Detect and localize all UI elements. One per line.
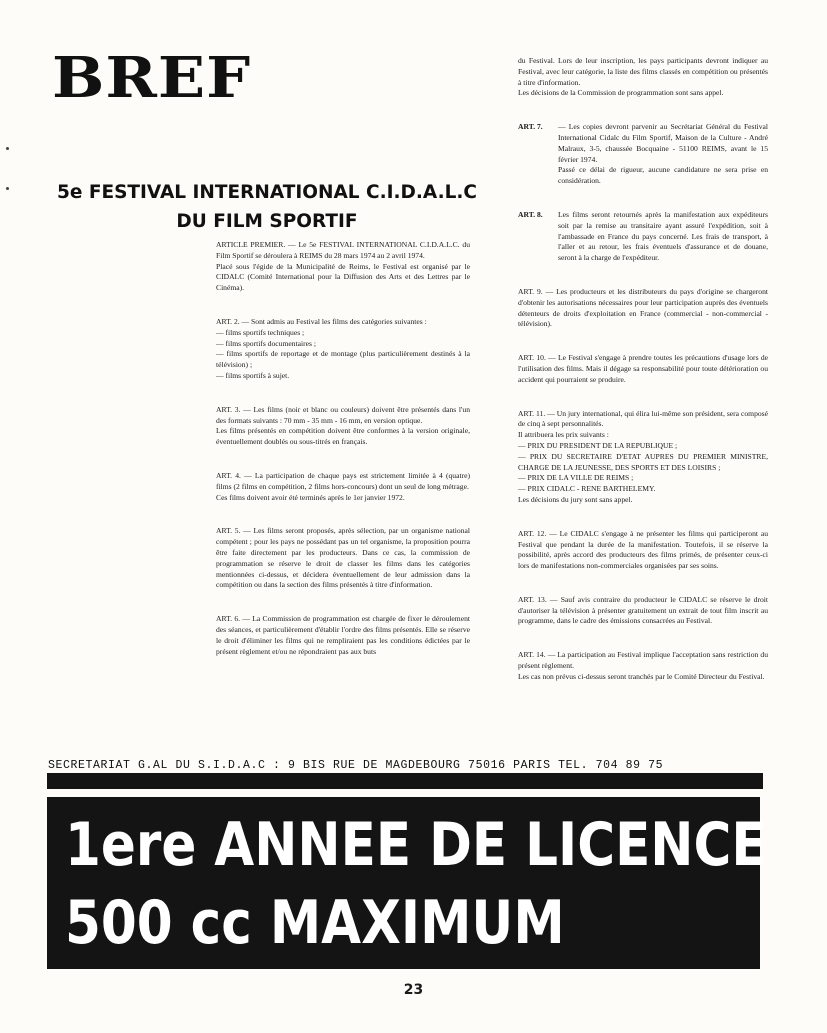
article-11	[518, 409, 768, 506]
paragraph: ART. 14. — La participation au Festival implique l'acceptation sans restriction du présent règlement.	[518, 650, 768, 671]
right-column	[518, 56, 768, 706]
licence-banner	[47, 797, 767, 969]
paragraph: ART. 6. — La Commission de programmation est chargée de fixer le déroulement des séances, et particulièrement d'établir l'ordre des films présentés. Elle se réserve le droit d'éliminer les films qui ne rempliraient pas les conditions édictées par le présent règlement et/ou ne répondraient pas aux buts	[216, 614, 470, 656]
paragraph: ART. 3. — Les films (noir et blanc ou couleurs) doivent être présentés dans l'un des formats suivants : 70 mm - 35 mm - 16 mm, en version optique.	[216, 404, 470, 425]
article-7	[518, 122, 768, 187]
list-item: — films sportifs de reportage et de montage (plus particulièrement destinés à la télévision) ;	[216, 349, 470, 370]
paragraph: ART. 9. — Les producteurs et les distributeurs du pays d'origine se chargeront d'obtenir les autorisations nécessaires pour leur participation auprès des éventuels détenteurs de droits d'exploitation en France (commercial - non-commercial - télévision).	[518, 286, 768, 329]
article-13	[518, 595, 768, 627]
article-body	[558, 122, 768, 187]
paragraph: ART. 4. — La participation de chaque pays est strictement limitée à 4 (quatre) films (2 films en compétition, 2 films hors-concours) dont un seul de long métrage.	[216, 470, 470, 491]
article-number: ART. 8.	[518, 209, 543, 219]
paragraph: Les décisions du jury sont sans appel.	[518, 494, 633, 504]
banner-line-2: 500 cc MAXIMUM	[65, 888, 565, 958]
paragraph: ART. 12. — Le CIDALC s'engage à ne présenter les films qui participeront au Festival que pendant la durée de la manifestation. Toutefois, il se réserve la possibilité, après accord des producteurs des films primés, de présenter ceux-ci lors de manifestations non-commerciales organisées par ses soins.	[518, 528, 768, 571]
article-2	[216, 317, 470, 382]
paragraph: Ces films doivent avoir été terminés après le 1er janvier 1972.	[216, 492, 405, 502]
article-9	[518, 287, 768, 330]
article-6-continued	[518, 56, 768, 99]
article-5	[216, 526, 470, 591]
margin-mark	[6, 187, 9, 190]
article-1	[216, 240, 470, 294]
list-item: — PRIX DU PRESIDENT DE LA REPUBLIQUE ;	[518, 440, 678, 450]
list-item: — films sportifs à sujet.	[216, 370, 290, 380]
left-column	[216, 240, 470, 680]
article-number: ART. 7.	[518, 122, 543, 132]
article-14	[518, 650, 768, 682]
heading-line-1: 5e FESTIVAL INTERNATIONAL C.I.D.A.L.C	[56, 182, 478, 203]
list-item: — PRIX DU SECRETAIRE D'ETAT AUPRES DU PREMIER MINISTRE, CHARGE DE LA JEUNESSE, DES SPORTS ET DES LOISIRS ;	[518, 451, 768, 472]
section-title: BREF	[52, 44, 252, 111]
festival-heading	[52, 178, 482, 236]
paragraph: Les décisions de la Commission de programmation sont sans appel.	[518, 88, 724, 98]
article-10	[518, 353, 768, 385]
paragraph: Les films présentés en compétition doivent être conformes à la version originale, éventuellement doublés ou sous-titrés en français.	[216, 426, 470, 447]
paragraph: ART. 13. — Sauf avis contraire du producteur le CIDALC se réserve le droit d'autoriser la télévision à présenter gratuitement un extrait de tout film inscrit au programme, dans le cadre des émissions consacrées au Festival.	[518, 594, 768, 626]
paragraph: Placé sous l'égide de la Municipalité de Reims, le Festival est organisé par le CIDALC (Comité International pour la Diffusion des Arts et des Lettres par le Cinéma).	[216, 261, 470, 293]
article-3	[216, 405, 470, 448]
secretariat-address: SECRETARIAT G.AL DU S.I.D.A.C : 9 BIS RUE DE MAGDEBOURG 75016 PARIS TEL. 704 89 75	[48, 759, 664, 772]
list-item: — PRIX DE LA VILLE DE REIMS ;	[518, 473, 634, 483]
list-item: — films sportifs documentaires ;	[216, 338, 316, 348]
article-8	[518, 210, 768, 264]
heading-line-2: DU FILM SPORTIF	[176, 211, 358, 232]
article-6	[216, 614, 470, 657]
paragraph: ART. 10. — Le Festival s'engage à prendre toutes les précautions d'usage lors de l'utilisation des films. Mais il dégage sa responsabilité pour toute détérioration ou accident qui pourraient se produire.	[518, 353, 768, 384]
banner-line-1: 1ere ANNEE DE LICENCE	[65, 810, 767, 880]
list-item: — PRIX CIDALC - RENE BARTHELEMY.	[518, 484, 656, 494]
article-body: Les films seront retournés après la manifestation aux expéditeurs soit par la remise au transitaire ayant assuré l'expédition, soit à l'ambassade en France du pays concerné. Les frais de transport, à l'aller et au retour, les frais éventuels d'assurance et de douane, seront à la charge de l'expéditeur.	[558, 209, 768, 263]
article-12	[518, 529, 768, 572]
paragraph: Les cas non prévus ci-dessus seront tranchés par le Comité Directeur du Festival.	[518, 671, 765, 681]
paragraph: ART. 11. — Un jury international, qui élira lui-même son président, sera composé de cinq à sept personnalités.	[518, 408, 768, 429]
paragraph: — Les copies devront parvenir au Secrétariat Général du Festival International Cidalc du Film Sportif, Maison de la Culture - André Malraux, 3-5, chaussée Bocquaine - 51100 REIMS, avant le 15 février 1974.	[558, 122, 768, 164]
paragraph: ART. 5. — Les films seront proposés, après sélection, par un organisme national compétent ; pour les pays ne possédant pas un tel organisme, la proposition pourra être faite directement par les producteurs. Dans ce cas, la commission de programmation se réserve le droit de classer les films dans les catégories mentionnées ci-dessus, et décidera éventuellement de leur admission dans la compétition ou dans la section des films présentés à titre d'information.	[216, 526, 470, 590]
list-item: — films sportifs techniques ;	[216, 327, 305, 337]
paragraph: ARTICLE PREMIER. — Le 5e FESTIVAL INTERNATIONAL C.I.D.A.L.C. du Film Sportif se déroulera à REIMS du 28 mars 1974 au 2 avril 1974.	[216, 240, 470, 260]
paragraph: du Festival. Lors de leur inscription, les pays participants devront indiquer au Festival, avec leur catégorie, la liste des films classés en compétition ou présentés à titre d'information.	[518, 56, 768, 87]
page-number: 23	[403, 982, 424, 998]
margin-mark	[6, 147, 9, 150]
article-4	[216, 471, 470, 503]
paragraph: ART. 2. — Sont admis au Festival les films des catégories suivantes :	[216, 316, 427, 326]
paragraph: Passé ce délai de rigueur, aucune candidature ne sera prise en considération.	[558, 165, 768, 186]
divider-bar	[47, 773, 763, 789]
paragraph: Il attribuera les prix suivants :	[518, 430, 609, 440]
